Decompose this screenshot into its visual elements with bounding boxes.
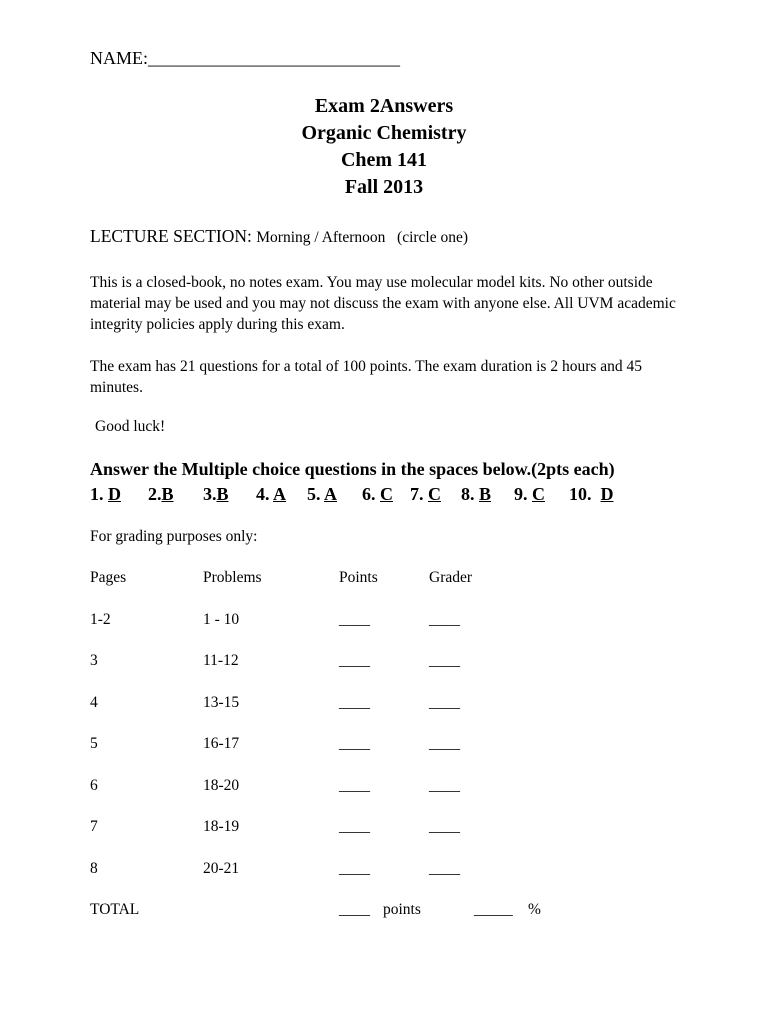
mc-answer-letter: B: [479, 484, 492, 504]
row-grader-blank: ____: [429, 777, 460, 794]
row-pages: 1-2: [90, 611, 111, 628]
mc-answer-item: [569, 484, 614, 505]
row-pages: 7: [90, 818, 98, 835]
name-field-label: NAME:____________________________: [90, 48, 400, 68]
mc-answer-item: [148, 484, 174, 505]
row-problems: 11-12: [203, 652, 239, 669]
table-row: [0, 652, 768, 674]
mc-answer-letter: B: [161, 484, 174, 504]
title-line-4: Fall 2013: [344, 176, 424, 198]
mc-question-number: 5.: [307, 484, 321, 504]
mc-question-number: 6.: [362, 484, 376, 504]
lecture-section-options: Morning / Afternoon (circle one): [256, 229, 469, 246]
table-row: [0, 860, 768, 882]
mc-question-number: 8.: [461, 484, 475, 504]
lecture-section-label: LECTURE SECTION:: [90, 226, 252, 246]
row-problems: 18-19: [203, 818, 240, 835]
mc-answer-letter: D: [600, 484, 614, 504]
row-problems: 18-20: [203, 777, 240, 794]
mc-answer-item: [514, 484, 545, 505]
row-points-blank: ____: [339, 652, 370, 669]
mc-answer-item: [256, 484, 286, 505]
table-row: [0, 735, 768, 757]
row-problems: 20-21: [203, 860, 240, 877]
row-grader-blank: ____: [429, 735, 460, 752]
mc-answer-letter: C: [380, 484, 393, 504]
total-label: TOTAL: [90, 901, 140, 918]
table-row: [0, 818, 768, 840]
row-pages: 3: [90, 652, 98, 669]
exam-title: [0, 93, 768, 201]
row-grader-blank: ____: [429, 652, 460, 669]
row-points-blank: ____: [339, 860, 370, 877]
row-points-blank: ____: [339, 735, 370, 752]
table-row: [0, 694, 768, 716]
mc-answer-item: [203, 484, 229, 505]
lecture-section: [90, 226, 468, 247]
mc-answer-letter: C: [428, 484, 441, 504]
mc-question-number: 3.: [203, 484, 217, 504]
row-problems: 16-17: [203, 735, 240, 752]
mc-answer-letter: C: [532, 484, 545, 504]
row-grader-blank: ____: [429, 818, 460, 835]
title-line-2: Organic Chemistry: [301, 122, 467, 144]
title-line-3: Chem 141: [340, 149, 428, 171]
mc-answer-item: [307, 484, 337, 505]
mc-question-number: 7.: [410, 484, 424, 504]
mc-answer-letter: D: [108, 484, 121, 504]
table-row: [0, 777, 768, 799]
total-points-label: points: [383, 901, 421, 918]
row-pages: 6: [90, 777, 98, 794]
table-row: [0, 611, 768, 633]
row-grader-blank: ____: [429, 694, 460, 711]
grading-table-header: [0, 569, 768, 591]
mc-question-number: 4.: [256, 484, 270, 504]
mc-question-number: 10.: [569, 484, 592, 504]
row-points-blank: ____: [339, 611, 370, 628]
row-grader-blank: ____: [429, 860, 460, 877]
mc-question-number: 2.: [148, 484, 162, 504]
header-pages: Pages: [90, 569, 127, 586]
row-pages: 5: [90, 735, 98, 752]
row-points-blank: ____: [339, 694, 370, 711]
mc-question-number: 9.: [514, 484, 528, 504]
total-row: [0, 901, 768, 923]
row-points-blank: ____: [339, 818, 370, 835]
mc-answer-item: [410, 484, 441, 505]
mc-answer-letter: B: [216, 484, 229, 504]
multiple-choice-heading: Answer the Multiple choice questions in the spaces below.(2pts each): [90, 459, 615, 479]
mc-question-number: 1.: [90, 484, 104, 504]
row-pages: 8: [90, 860, 98, 877]
header-grader: Grader: [429, 569, 473, 586]
title-line-1: Exam 2Answers: [314, 95, 454, 117]
good-luck-text: Good luck!: [95, 418, 166, 435]
total-percent-blank: _____: [474, 901, 513, 918]
mc-answer-item: [90, 484, 121, 505]
row-problems: 1 - 10: [203, 611, 240, 628]
row-problems: 13-15: [203, 694, 240, 711]
mc-answer-item: [461, 484, 491, 505]
row-pages: 4: [90, 694, 98, 711]
mc-answer-item: [362, 484, 393, 505]
mc-answer-letter: A: [273, 484, 287, 504]
total-points-blank: ____: [339, 901, 370, 918]
grading-label: For grading purposes only:: [90, 528, 258, 545]
instructions-paragraph-2: The exam has 21 questions for a total of 100 points. The exam duration is 2 hours and 45 minutes.: [90, 358, 643, 396]
instructions-paragraph-1: This is a closed-book, no notes exam. You may use molecular model kits. No other outside material may be used and you may not discuss the exam with anyone else. All UVM academic integrity policies apply during this exam.: [90, 274, 676, 333]
total-percent-label: %: [528, 901, 541, 918]
row-grader-blank: ____: [429, 611, 460, 628]
header-points: Points: [339, 569, 378, 586]
row-points-blank: ____: [339, 777, 370, 794]
mc-answer-letter: A: [324, 484, 338, 504]
header-problems: Problems: [203, 569, 262, 586]
